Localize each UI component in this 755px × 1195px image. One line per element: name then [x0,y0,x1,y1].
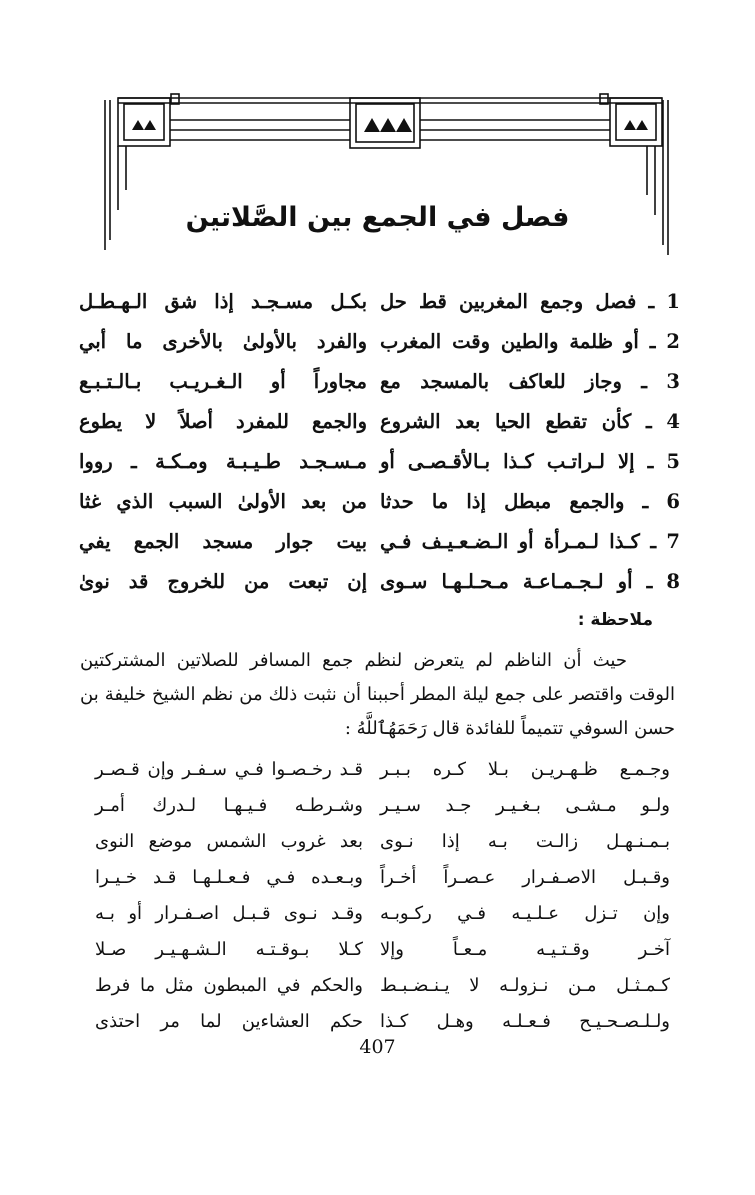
verse-first-hemistich: 7 ـ كـذا لـمـرأة أو الـضـعـيـف فـي [380,530,680,553]
verse-second-hemistich: وشـرطـه فـيـهـا لـدرك أمـر [95,795,363,816]
verse-second-hemistich: إن تبعت من للخروج قد نوىٰ [79,570,367,593]
verse-first-hemistich: ولـلـصـحـيـح فـعـلـه وهـل كـذا [380,1011,670,1032]
verse-first-hemistich: 3 ـ وجاز للعاكف بالمسجد مع [380,370,680,393]
verse-first-hemistich: بـمـنـهـل زالـت بـه إذا نـوى [380,831,670,852]
verse-first-hemistich: 6 ـ والجمع مبطل إذا ما حدثا [380,490,680,513]
page-number: 407 [359,1036,396,1058]
verse-first-hemistich: 2 ـ أو ظلمة والطين وقت المغرب [380,330,680,353]
verse-second-hemistich: والفرد بالأولىٰ بالأخرى ما أبي [79,330,367,353]
verse-second-hemistich: وقـد نـوى قـبـل اصـفـرار أو بـه [95,903,363,924]
verse-second-hemistich: والحكم في المبطون مثل ما فرط [95,975,363,996]
verse-second-hemistich: وبـعـده فـي فـعـلـهـا قـد خـيـرا [95,867,363,888]
verse-second-hemistich: بكـل مسـجـد إذا شق الـهـطـل [79,290,367,313]
verse-first-hemistich: 4 ـ كأن تقطع الحيا بعد الشروع [380,410,680,433]
note-paragraph [80,644,675,746]
verse-first-hemistich: وجـمـع ظـهـريـن بـلا كـره بـبـر [380,759,670,780]
verse-first-hemistich: 5 ـ إلا لـراتـب كـذا بـالأقـصـى أو [380,450,680,473]
verse-first-hemistich: كـمـثـل مـن نـزولـه لا يـنـضـبـط [380,975,670,996]
verse-first-hemistich: آخـر وقـتـيـه مـعـاً وإلا [380,939,670,960]
header-frame [0,0,755,300]
section-title: فصل في الجمع بين الصَّلاتين [185,202,570,233]
verse-second-hemistich: بيت جوار مسجد الجمع يفي [79,530,367,553]
verse-second-hemistich: من بعد الأولىٰ السبب الذي غثا [79,490,367,513]
note-text: حيث أن الناظم لم يتعرض لنظم جمع المسافر للصلاتين المشتركتين الوقت واقتصر على جمع ليلة المطر أحببنا أن نثبت ذلك من نظم الشيخ خليفة بن حسن السوفي تتميماً للفائدة قال رَحَمَهُٱللَّهُ : [80,650,675,739]
verse-second-hemistich: مجاوراً أو الـغـريـب بـالـتـبـع [79,370,367,393]
verse-second-hemistich: كـلا بـوقـتـه الـشـهـيـر صـلا [95,939,363,960]
verse-first-hemistich: 8 ـ أو لـجـمـاعـة مـحـلـهـا سـوى [380,570,680,593]
verse-second-hemistich: قـد رخـصـوا فـي سـفـر وإن قـصـر [95,759,363,780]
verse-first-hemistich: وإن تـزل عـلـيـه فـي ركـوبـه [380,903,670,924]
verse-second-hemistich: حكم العشاءين لما مر احتذى [95,1011,363,1032]
verse-first-hemistich: ولـو مـشـى بـغـيـر جـد سـيـر [380,795,670,816]
verse-second-hemistich: مـسـجـد طـيـبـة ومـكـة ـ رووا [79,450,367,473]
verse-second-hemistich: بعد غروب الشمس موضع النوى [95,831,363,852]
note-heading: ملاحظة : [577,610,653,630]
verse-second-hemistich: والجمع للمفرد أصلاً لا يطوع [79,410,367,433]
verse-first-hemistich: وقـبـل الاصـفـرار عـصـراً أخـراً [380,867,670,888]
verse-first-hemistich: 1 ـ فصل وجمع المغربين قط حل [380,290,680,313]
